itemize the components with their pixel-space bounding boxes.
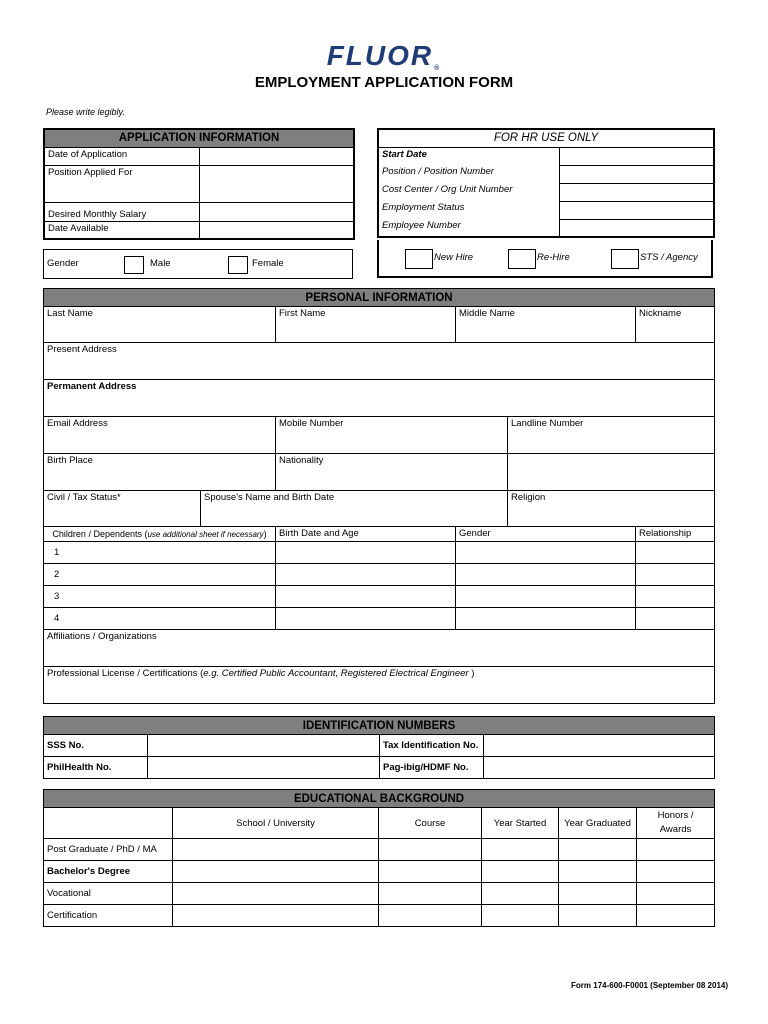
year-started-header: Year Started: [482, 808, 559, 839]
bachelor-label: Bachelor's Degree: [44, 861, 173, 883]
table-row: [44, 883, 715, 905]
license-close: ): [468, 668, 475, 679]
vocational-honors[interactable]: [637, 883, 715, 905]
table-row: [44, 542, 715, 564]
certification-honors[interactable]: [637, 905, 715, 927]
child-gender-header: Gender: [456, 527, 636, 542]
vocational-label: Vocational: [44, 883, 173, 905]
date-available-field[interactable]: [199, 221, 354, 239]
education-level-header: [44, 808, 173, 839]
vocational-start[interactable]: [482, 883, 559, 905]
middle-name-cell[interactable]: Middle Name: [456, 307, 636, 343]
tin-field[interactable]: [484, 735, 715, 757]
vocational-school[interactable]: [173, 883, 379, 905]
identification-table: [43, 716, 715, 779]
postgrad-school[interactable]: [173, 839, 379, 861]
child-1-gender[interactable]: [456, 542, 636, 564]
position-number-label: Position / Position Number: [378, 165, 559, 183]
children-label: Children / Dependents (: [52, 529, 148, 539]
honors-line-2: Awards: [659, 824, 692, 835]
bachelor-school[interactable]: [173, 861, 379, 883]
education-header: EDUCATIONAL BACKGROUND: [44, 790, 715, 808]
license-label: Professional License / Certifications (: [47, 668, 204, 679]
employee-number-label: Employee Number: [378, 219, 559, 237]
bachelor-course[interactable]: [379, 861, 482, 883]
re-hire-checkbox[interactable]: [508, 249, 536, 269]
application-info-table: [43, 128, 355, 240]
hr-use-header: FOR HR USE ONLY: [378, 129, 714, 147]
employment-status-label: Employment Status: [378, 201, 559, 219]
philhealth-field[interactable]: [148, 757, 380, 779]
male-label: Male: [150, 258, 171, 269]
table-row: [44, 861, 715, 883]
cost-center-label: Cost Center / Org Unit Number: [378, 183, 559, 201]
child-4-relationship[interactable]: [636, 608, 715, 630]
re-hire-label: Re-Hire: [537, 252, 570, 263]
gender-row: [43, 249, 353, 279]
pagibig-field[interactable]: [484, 757, 715, 779]
present-address-cell[interactable]: Present Address: [44, 343, 715, 380]
child-3-gender[interactable]: [456, 586, 636, 608]
personal-info-table: [43, 288, 715, 704]
permanent-address-cell[interactable]: Permanent Address: [44, 380, 715, 417]
honors-line-1: Honors /: [657, 810, 694, 821]
religion-cell[interactable]: Religion: [508, 491, 715, 527]
nickname-cell[interactable]: Nickname: [636, 307, 715, 343]
child-1-name[interactable]: 1: [44, 542, 276, 564]
mobile-cell[interactable]: Mobile Number: [276, 417, 508, 454]
identification-header: IDENTIFICATION NUMBERS: [44, 717, 715, 735]
certification-start[interactable]: [482, 905, 559, 927]
date-of-application-field[interactable]: [199, 147, 354, 165]
female-label: Female: [252, 258, 284, 269]
fluor-logo: [0, 40, 768, 72]
spouse-cell[interactable]: Spouse's Name and Birth Date: [201, 491, 508, 527]
child-4-gender[interactable]: [456, 608, 636, 630]
application-info-header: APPLICATION INFORMATION: [44, 129, 354, 147]
start-date-field[interactable]: [559, 147, 714, 165]
table-row: [44, 905, 715, 927]
landline-cell[interactable]: Landline Number: [508, 417, 715, 454]
child-2-birth[interactable]: [276, 564, 456, 586]
children-header: [44, 527, 276, 542]
bachelor-grad[interactable]: [559, 861, 637, 883]
civil-tax-cell[interactable]: Civil / Tax Status*: [44, 491, 201, 527]
bachelor-start[interactable]: [482, 861, 559, 883]
tin-label: Tax Identification No.: [380, 735, 484, 757]
gender-label: Gender: [47, 258, 79, 269]
vocational-grad[interactable]: [559, 883, 637, 905]
employment-status-field[interactable]: [559, 201, 714, 219]
certification-label: Certification: [44, 905, 173, 927]
certification-course[interactable]: [379, 905, 482, 927]
page-title: EMPLOYMENT APPLICATION FORM: [254, 74, 514, 91]
child-2-relationship[interactable]: [636, 564, 715, 586]
hire-type-row: [377, 240, 713, 278]
license-note: e.g. Certified Public Accountant, Registered Electrical Engineer: [203, 668, 469, 679]
child-1-birth[interactable]: [276, 542, 456, 564]
child-3-birth[interactable]: [276, 586, 456, 608]
child-4-name[interactable]: 4: [44, 608, 276, 630]
child-1-relationship[interactable]: [636, 542, 715, 564]
desired-salary-field[interactable]: [199, 202, 354, 221]
affiliations-cell[interactable]: Affiliations / Organizations: [44, 630, 715, 667]
bachelor-honors[interactable]: [637, 861, 715, 883]
instruction-note: Please write legibly.: [46, 107, 125, 117]
course-header: Course: [379, 808, 482, 839]
first-name-cell[interactable]: First Name: [276, 307, 456, 343]
certification-grad[interactable]: [559, 905, 637, 927]
start-date-text: Start Date: [382, 148, 427, 160]
male-checkbox[interactable]: [124, 256, 144, 274]
table-row: [44, 608, 715, 630]
new-hire-checkbox[interactable]: [405, 249, 433, 269]
position-number-field[interactable]: [559, 165, 714, 183]
child-2-name[interactable]: 2: [44, 564, 276, 586]
postgrad-start[interactable]: [482, 839, 559, 861]
table-row: [44, 839, 715, 861]
table-row: [44, 564, 715, 586]
school-header: School / University: [173, 808, 379, 839]
education-table: [43, 789, 715, 927]
license-cell[interactable]: [44, 667, 715, 704]
date-of-application-label: Date of Application: [44, 147, 199, 165]
child-2-gender[interactable]: [456, 564, 636, 586]
birth-place-cell[interactable]: Birth Place: [44, 454, 276, 491]
start-date-label: [378, 147, 559, 165]
vocational-course[interactable]: [379, 883, 482, 905]
child-3-relationship[interactable]: [636, 586, 715, 608]
form-number: Form 174-600-F0001 (September 08 2014): [571, 981, 728, 990]
sss-label: SSS No.: [44, 735, 148, 757]
honors-header: [637, 808, 715, 839]
email-cell[interactable]: Email Address: [44, 417, 276, 454]
date-available-label: Date Available: [44, 221, 199, 239]
sts-agency-label: STS / Agency: [640, 252, 698, 263]
sts-agency-checkbox[interactable]: [611, 249, 639, 269]
position-applied-label: Position Applied For: [44, 165, 199, 202]
child-4-birth[interactable]: [276, 608, 456, 630]
postgrad-course[interactable]: [379, 839, 482, 861]
relationship-header: Relationship: [636, 527, 715, 542]
postgrad-honors[interactable]: [637, 839, 715, 861]
female-checkbox[interactable]: [228, 256, 248, 274]
children-close: ): [263, 529, 267, 539]
cost-center-field[interactable]: [559, 183, 714, 201]
nationality-cell[interactable]: Nationality: [276, 454, 508, 491]
certification-school[interactable]: [173, 905, 379, 927]
new-hire-label: New Hire: [434, 252, 474, 263]
child-3-name[interactable]: 3: [44, 586, 276, 608]
pagibig-label: Pag-ibig/HDMF No.: [380, 757, 484, 779]
registered-mark: ®: [434, 65, 442, 72]
employee-number-field[interactable]: [559, 219, 714, 237]
hr-use-table: [377, 128, 715, 238]
position-applied-field[interactable]: [199, 165, 354, 202]
philhealth-label: PhilHealth No.: [44, 757, 148, 779]
year-graduated-header: Year Graduated: [559, 808, 637, 839]
logo-text: FLUOR: [326, 40, 434, 71]
desired-salary-label: Desired Monthly Salary: [44, 202, 199, 221]
postgrad-grad[interactable]: [559, 839, 637, 861]
postgrad-label: Post Graduate / PhD / MA: [44, 839, 173, 861]
birth-date-age-header: Birth Date and Age: [276, 527, 456, 542]
children-note: use additional sheet if necessary: [147, 530, 264, 539]
landline-extra-cell[interactable]: [508, 454, 715, 491]
sss-field[interactable]: [148, 735, 380, 757]
personal-info-header: PERSONAL INFORMATION: [44, 289, 715, 307]
table-row: [44, 586, 715, 608]
last-name-cell[interactable]: Last Name: [44, 307, 276, 343]
